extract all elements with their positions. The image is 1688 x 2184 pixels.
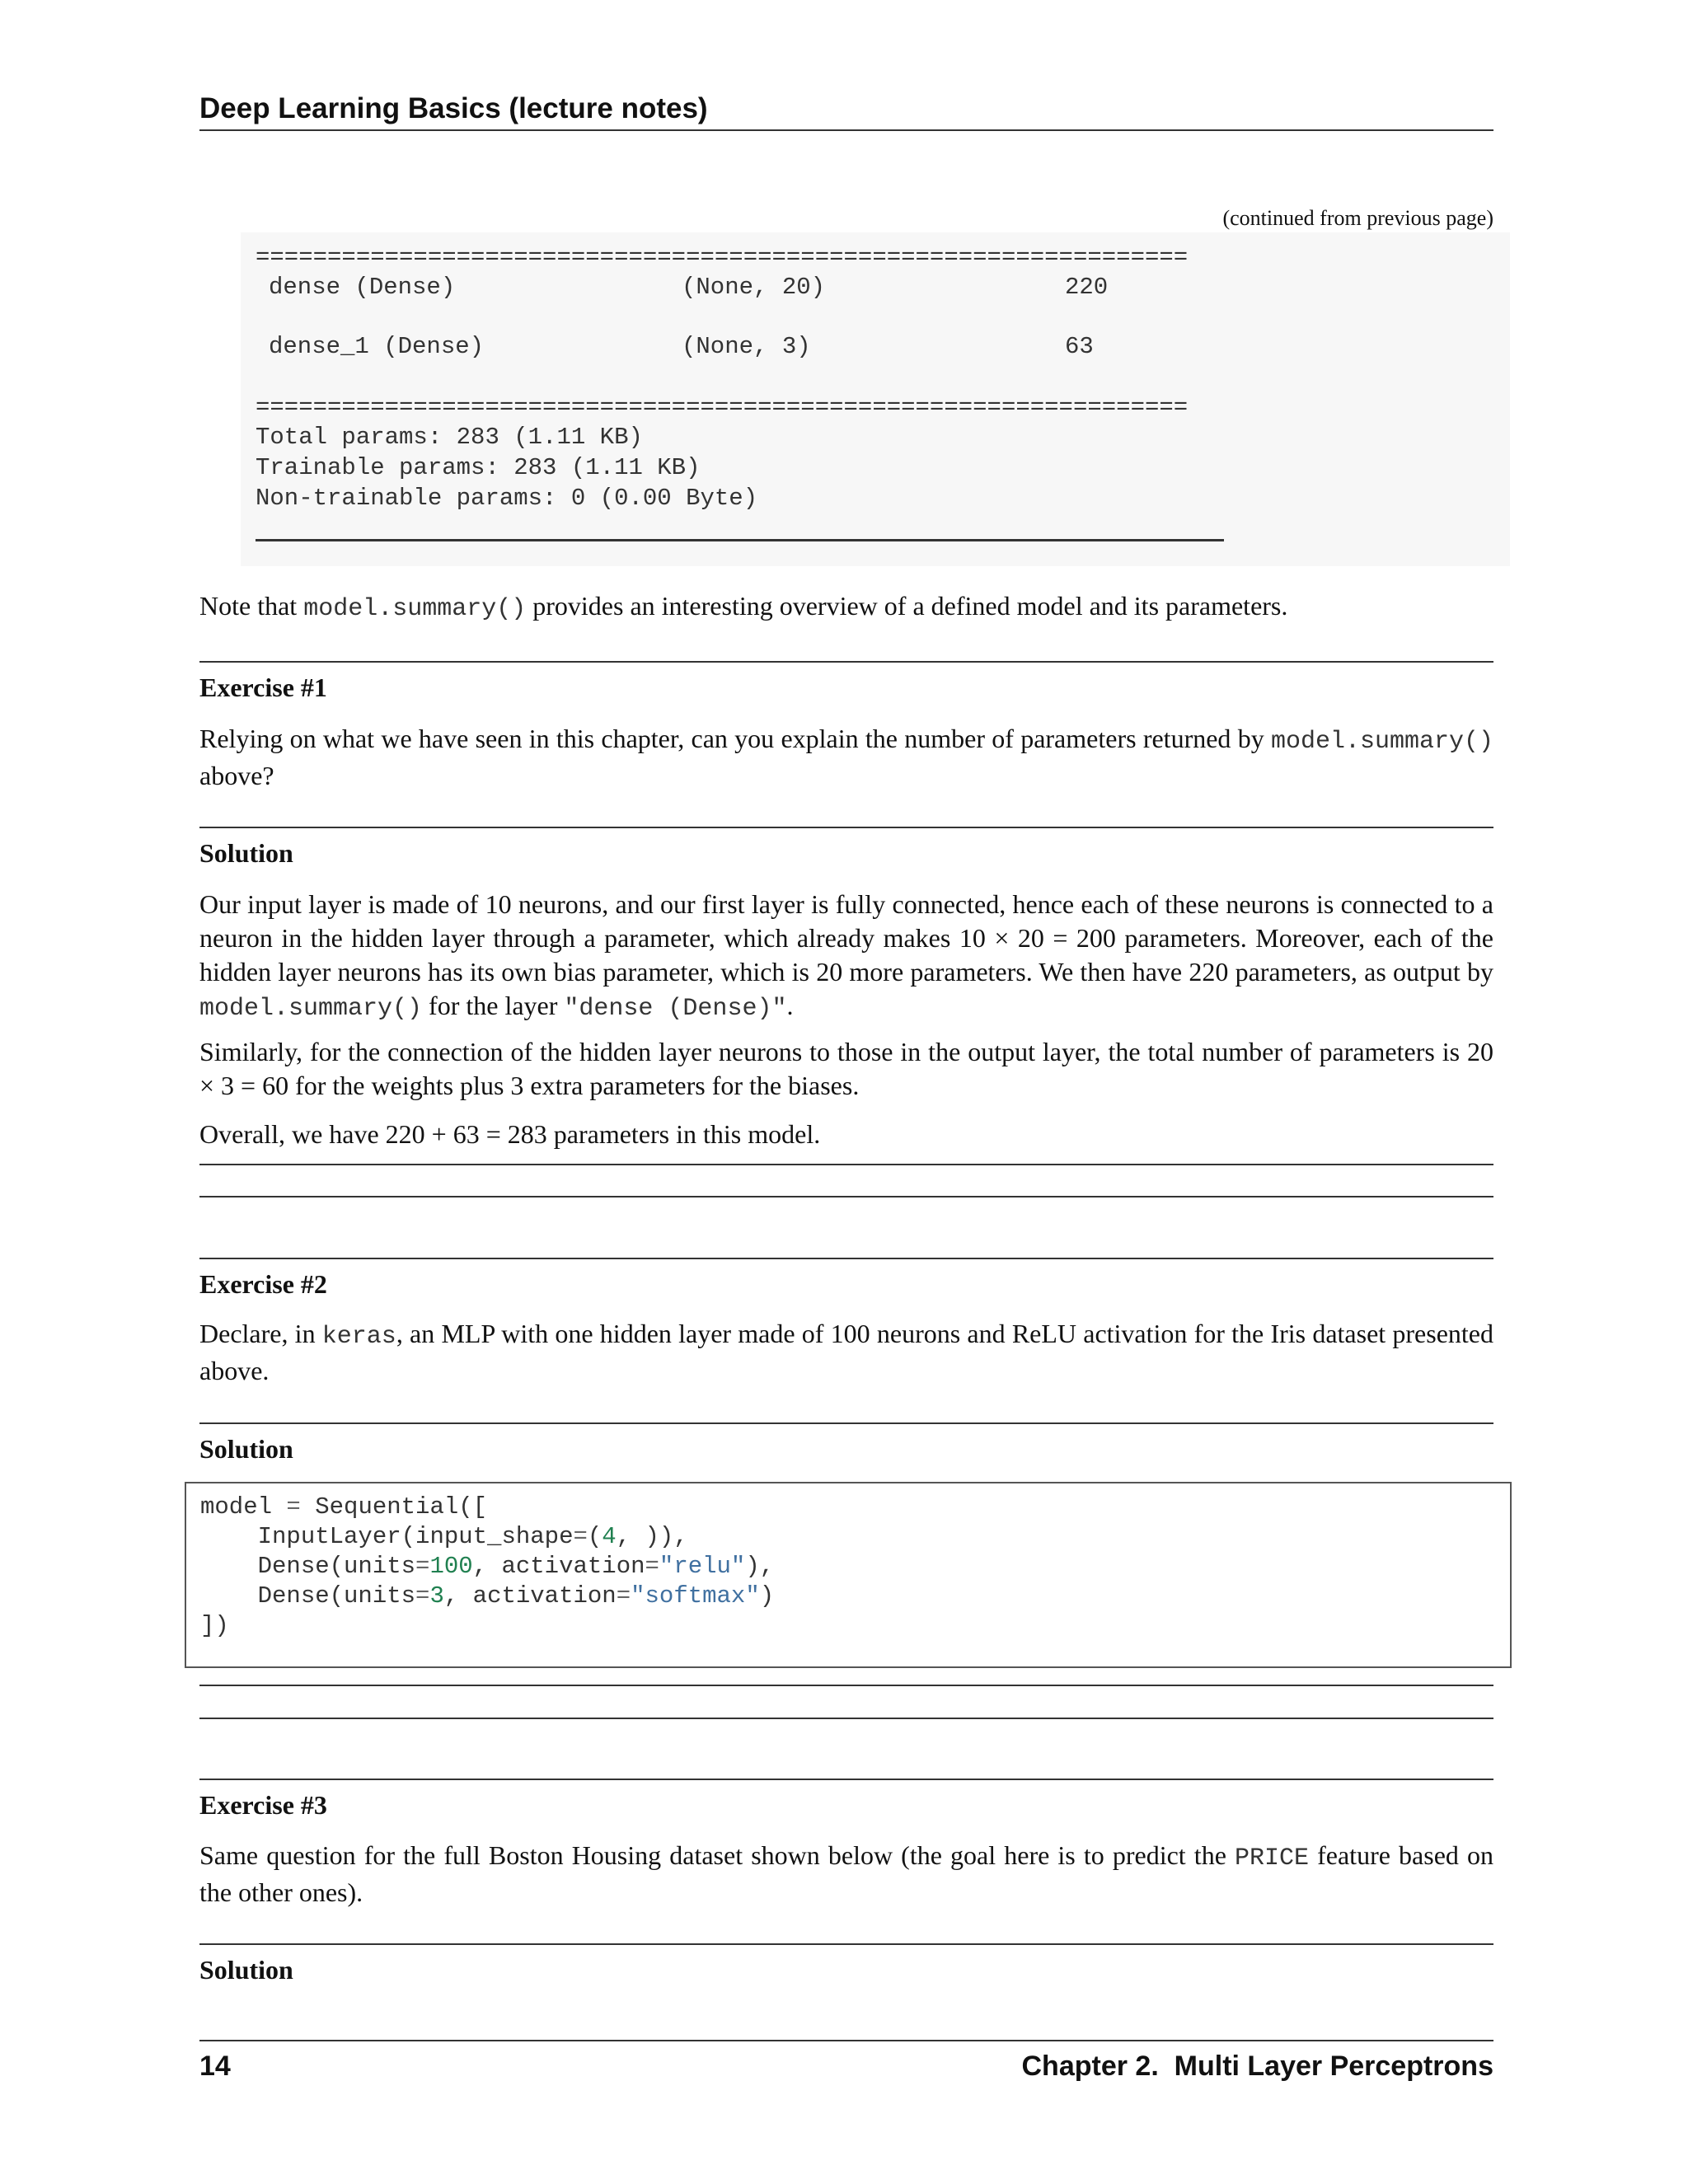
summary-rule-bottom <box>256 539 1224 541</box>
header-rule <box>199 129 1493 131</box>
solution-2-heading: Solution <box>199 1434 293 1464</box>
summary-total-params: Total params: 283 (1.11 KB) <box>256 424 643 451</box>
solution-1-paragraph-1: Our input layer is made of 10 neurons, and our first layer is fully connected, hence each of these neurons is connected to a neuron in the hidden layer through a parameter, which already makes 10 × 20 = 200 parameters. Moreover, each of the hidden layer neurons has its own bias parameter, which is 20 more parameters. We then have 220 parameters, as output by model.summary() for the layer "dense (Dense)". <box>199 889 1493 1023</box>
solution-rule <box>199 1943 1493 1945</box>
code-line: ]) <box>200 1612 229 1639</box>
inline-code: model.summary() <box>1270 728 1493 756</box>
solution-end-rule <box>199 1164 1493 1165</box>
summary-rule-top: ================================================================= <box>256 244 1189 271</box>
inline-code: model.summary() <box>303 595 527 623</box>
solution-1-paragraph-3: Overall, we have 220 + 63 = 283 parameters in this model. <box>199 1119 821 1149</box>
exercise-1-heading: Exercise #1 <box>199 673 327 702</box>
footer-rule <box>199 2040 1493 2041</box>
summary-rule-mid: ================================================================= <box>256 394 1189 421</box>
running-header-title: Deep Learning Basics (lecture notes) <box>199 92 708 124</box>
solution-1-heading: Solution <box>199 838 293 868</box>
exercise-rule <box>199 1258 1493 1259</box>
solution-end-rule <box>199 1685 1493 1686</box>
summary-row-params: 63 <box>1065 333 1094 360</box>
solution-1-paragraph-2: Similarly, for the connection of the hidden layer neurons to those in the output layer, the total number of parameters is 20 × 3 = 60 for the weights plus 3 extra parameters for the biases. <box>199 1037 1493 1100</box>
page-number: 14 <box>199 2050 231 2082</box>
inline-code: PRICE <box>1235 1844 1310 1872</box>
inline-code: keras <box>321 1323 396 1351</box>
code-line: InputLayer(input_shape=(4, )), <box>200 1523 688 1550</box>
solution-rule <box>199 1422 1493 1424</box>
footer-chapter-title: Chapter 2. Multi Layer Perceptrons <box>1021 2050 1493 2082</box>
summary-non-trainable-params: Non-trainable params: 0 (0.00 Byte) <box>256 485 758 512</box>
exercise-end-rule <box>199 1196 1493 1197</box>
exercise-rule <box>199 1779 1493 1780</box>
continued-note: (continued from previous page) <box>1222 206 1493 230</box>
summary-row-params: 220 <box>1065 274 1109 301</box>
exercise-rule <box>199 661 1493 663</box>
summary-row-shape: (None, 20) <box>682 274 826 301</box>
exercise-end-rule <box>199 1718 1493 1719</box>
exercise-2-heading: Exercise #2 <box>199 1269 327 1299</box>
exercise-2-text: Declare, in keras, an MLP with one hidden layer made of 100 neurons and ReLU activation for the Iris dataset presented above. <box>199 1319 1494 1385</box>
solution-rule <box>199 827 1493 828</box>
summary-row-layer: dense_1 (Dense) <box>269 333 485 360</box>
summary-row-shape: (None, 3) <box>682 333 811 360</box>
note-paragraph: Note that model.summary() provides an interesting overview of a defined model and its parameters. <box>199 591 1288 623</box>
inline-code: model.summary() <box>199 995 423 1023</box>
model-summary-output <box>241 232 1510 566</box>
code-block-keras-model <box>185 1482 1512 1668</box>
exercise-3-heading: Exercise #3 <box>199 1790 327 1820</box>
solution-3-heading: Solution <box>199 1955 293 1985</box>
summary-row-layer: dense (Dense) <box>269 274 456 301</box>
code-line: Dense(units=100, activation="relu"), <box>200 1553 775 1580</box>
exercise-3-text: Same question for the full Boston Housing dataset shown below (the goal here is to predict the PRICE feature based on the other ones). <box>199 1840 1494 1907</box>
summary-trainable-params: Trainable params: 283 (1.11 KB) <box>256 454 701 481</box>
code-line: model = Sequential([ <box>200 1493 488 1521</box>
code-line: Dense(units=3, activation="softmax") <box>200 1582 775 1610</box>
inline-code: "dense (Dense)" <box>564 995 787 1023</box>
exercise-1-text: Relying on what we have seen in this chapter, can you explain the number of parameters returned by model.summary() above? <box>199 724 1493 790</box>
